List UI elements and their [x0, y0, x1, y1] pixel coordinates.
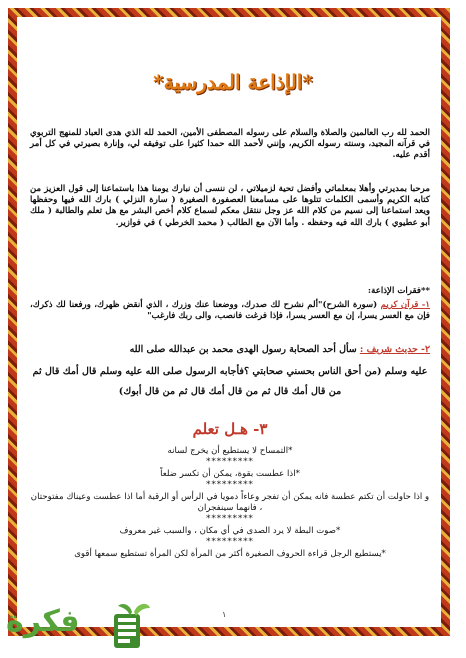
logo-text: فكرة — [6, 604, 80, 639]
fact-item: و اذا حاولت أن تكتم عطسة فانه يمكن أن تفجر وعاءاً دمويا في الرأس أو الرقبة أما اذا عطست وعيناك مفتوحتان ، فانهما سينفجران — [30, 491, 430, 514]
did-you-know-heading: ٣- هـل تعلم — [192, 420, 268, 438]
document-logo-icon — [104, 600, 154, 654]
fact-item: *التمساح لا يستطيع أن يخرج لسانه — [167, 446, 293, 456]
quran-section — [30, 300, 430, 322]
fact-item: *اذا عطست بقوة، يمكن أن تكسر ضلعاً — [160, 468, 300, 479]
separator: ********* — [206, 457, 254, 468]
site-logo — [6, 600, 156, 656]
separator: ********* — [206, 480, 254, 491]
hadith-label: ٢- حديث شريف : — [359, 344, 430, 355]
quran-text: (سورة الشرح)"ألم نشرح لك صدرك، ووضعنا عنك وزرك ، الذي أنقض ظهرك، ورفعنا لك ذكرك، فإن مع العسر يسرا، إن مع العسر يسرا، فإذا فرغت فانصب، والى ربك فارغب" — [30, 300, 430, 322]
quran-label: ١- قرآن كريم — [380, 300, 430, 310]
hadith-section — [30, 344, 430, 356]
fact-item: *يستطيع الرجل قراءة الحروف الصغيرة أكثر من المرأة لكن المرأة تستطيع سمعها أقوى — [74, 548, 386, 559]
fact-item: *صوت البطة لا يرد الصدى في أي مكان ، والسبب غير معروف — [119, 525, 341, 536]
intro-paragraph: الحمد لله رب العالمين والصلاة والسلام على رسوله المصطفى الأمين، الحمد لله الذي هدى العباد للمنهج التربوي في قرآنه المجيد، وسنته رسوله الكريم، وإنني لأحمد الله حمدا كثيرا على توفيقه لي، وإنارة بصيرتي في كل أمر أقدم عليه. — [30, 128, 430, 161]
hadith-body: عليه وسلم (من أحق الناس بحسني صحابتي ؟فأجابه الرسول صلى الله عليه وسلم قال أمك قال ثم من قال أمك قال ثم من قال أمك قال ثم من قال أبوك) — [32, 366, 428, 397]
page-number: ١ — [222, 610, 227, 619]
page-title: *الإذاعة المدرسية* — [153, 70, 313, 94]
separator: ********* — [206, 514, 254, 525]
separator: ********* — [206, 537, 254, 548]
sections-label: **فقرات الإذاعة: — [367, 286, 430, 296]
facts-list — [30, 446, 430, 560]
hadith-head: سأل أحد الصحابة رسول الهدى محمد بن عبدالله صلى الله — [129, 344, 357, 355]
welcome-paragraph: مرحبا بمديرتي وأهلا بمعلماتي وأفضل تحية لزميلاتي ، لن ننسى أن نبارك يومنا هذا باستماعنا إلى قول العزيز من كتابه الكريم وأسمى الكلمات تتلوها على مسامعنا العصفورة الصغيرة ( سارة النزلي ) بارك الله فيها وحفظها ويعد استماعنا إلى نسيم من كلام الله عز وجل ننتقل معكم لسماع كلام أخص البشر مع هل تعلم والطالبة ( ملك أبو عطيوي ) بارك الله فيه وحفظه . وأما الآن مع الطالب ( محمد الخرطي ) في فوازير. — [30, 184, 430, 228]
